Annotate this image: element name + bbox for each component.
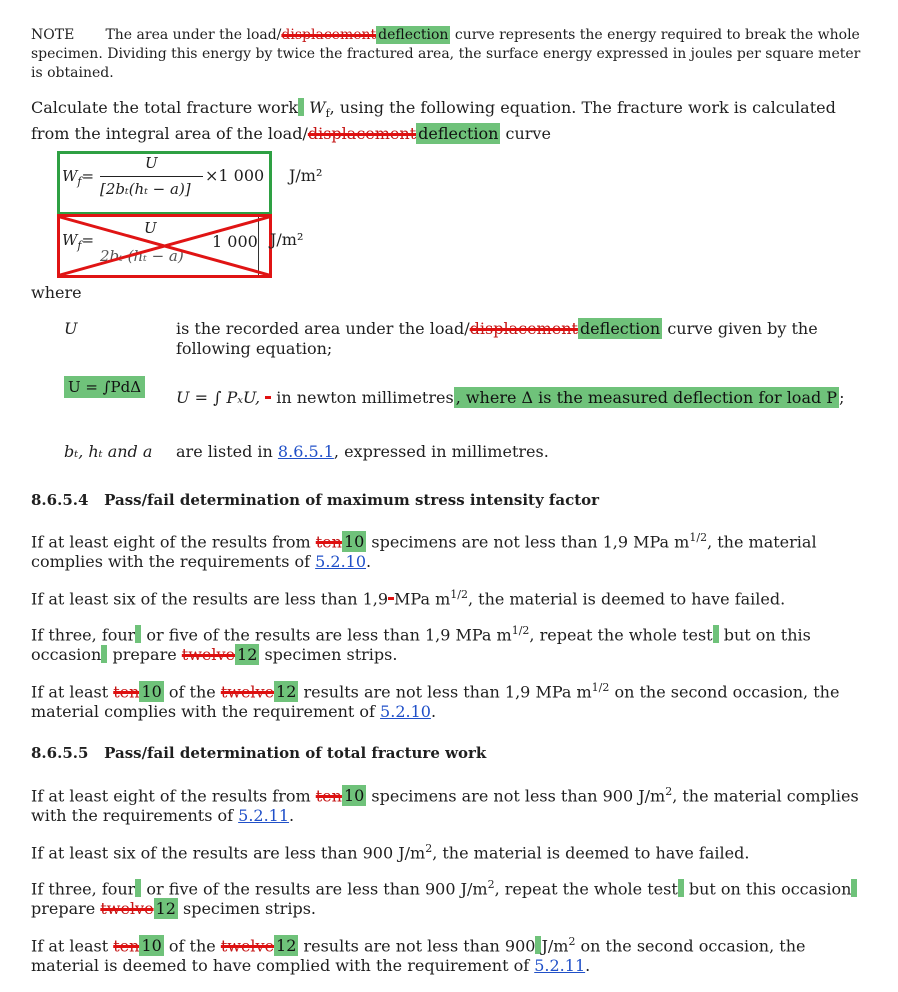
note-paragraph <box>31 26 861 83</box>
deleted-text: ten <box>315 532 342 552</box>
s2-paragraph-1: If at least eight of the results from ten 10 specimens are not less than 900 $J/m^2$, the material complies with the requirements of 5.2.11. <box>31 785 859 826</box>
s2-paragraph-3: If three, four or five of the results are less than 900 $J/m^2$, repeat the whole test but on this occasion prepare twelve 12 specimen strips. <box>31 875 861 919</box>
section-8-6-5-5-heading: 8.6.5.5 Pass/fail determination of total fracture work <box>31 744 487 762</box>
def-symbol-dims: bₜ, hₜ and a <box>64 442 153 461</box>
old-formula-denominator: 2bₜ (hₜ − a) <box>100 247 184 265</box>
deleted-text: twelve <box>181 645 236 665</box>
old-formula-numerator: U <box>144 219 157 237</box>
inserted-text: deflection <box>418 124 499 144</box>
def-symbol-integral: U = ∫PdΔ <box>64 376 145 398</box>
calc-paragraph <box>31 98 861 144</box>
formula-lhs: $W_f=$ <box>62 167 95 188</box>
fraction-bar <box>100 176 203 177</box>
def-u: is the recorded area under the load/displacement deflection curve given by the following equation; <box>176 319 818 358</box>
note-text-cont: curve represents the energy required to break the whole specimen. Dividing this energy by twice the fractured area, the surface energy expressed in joules per square meter is obtained. <box>31 27 861 81</box>
deleted-text: displacement <box>469 319 578 338</box>
formula-denominator: [2bₜ(hₜ − a)] <box>100 180 191 198</box>
inserted-text: 12 <box>155 899 176 919</box>
inserted-text: 10 <box>141 682 162 702</box>
integral-equation: U = ∫ PₓU, <box>176 388 261 407</box>
link-5-2-10[interactable]: 5.2.10 <box>315 552 367 572</box>
where-label: where <box>31 283 82 302</box>
inserted-text: deflection <box>378 27 449 43</box>
def-symbol-u: U <box>64 319 78 338</box>
s1-paragraph-4: If at least ten 10 of the twelve 12 results are not less than 1,9 MPa $m^{1/2}$ on the second occasion, the material complies with the requirement of 5.2.10. <box>31 681 840 722</box>
note-text: The area under the load/ <box>105 27 282 43</box>
inserted-text: 10 <box>343 786 365 806</box>
formula-unit: J/m² <box>289 166 323 185</box>
note-label: NOTE <box>31 27 75 43</box>
symbol-sub: f <box>325 107 330 121</box>
calc-text-cont: , using the following equation. The fracture work is calculated from the integral area of the load/ <box>31 98 836 144</box>
deleted-text: displacement <box>281 27 377 43</box>
formula-numerator: U <box>145 154 158 172</box>
inserted-text: 10 <box>141 936 162 956</box>
inserted-text: 12 <box>237 645 258 665</box>
s1-paragraph-2: If at least six of the results are less than 1,9 MPa $m^{1/2}$, the material is deemed to have failed. <box>31 588 786 609</box>
old-formula-box <box>57 214 272 278</box>
deleted-text: displacement <box>307 124 417 144</box>
deleted-text: twelve <box>100 899 154 919</box>
old-formula-lhs: $W_f=$ <box>62 231 95 252</box>
deleted-text: ten <box>315 786 342 806</box>
section-8-6-5-4-heading: 8.6.5.4 Pass/fail determination of maximum stress intensity factor <box>31 491 600 509</box>
strike-cross <box>60 217 269 275</box>
old-formula-unit: J/m² <box>270 230 304 249</box>
calc-text: Calculate the total fracture work <box>31 98 299 117</box>
inserted-text: , where Δ is the measured deflection for load P <box>455 388 838 407</box>
insert-marker <box>298 98 304 116</box>
deleted-text: twelve <box>220 682 275 702</box>
formula-factor: ×1 000 <box>205 166 265 185</box>
new-formula-box <box>57 151 272 215</box>
link-5-2-11[interactable]: 5.2.11 <box>534 956 586 976</box>
old-formula-factor: 1 000 <box>212 232 258 251</box>
symbol-w: W <box>309 98 326 117</box>
link-5-2-10[interactable]: 5.2.10 <box>380 702 431 722</box>
insert-marker <box>851 879 857 897</box>
deleted-text: ten <box>113 936 140 956</box>
s1-paragraph-3: If three, four or five of the results are less than 1,9 MPa $m^{1/2}$, repeat the whole test but on this occasion prepare twelve 12 specimen strips. <box>31 624 811 665</box>
inserted-text: deflection <box>579 319 661 338</box>
calc-text-end: curve <box>500 124 551 144</box>
inserted-text: 12 <box>276 936 297 956</box>
s2-paragraph-2: If at least six of the results are less than 900 $J/m^2$, the material is deemed to have failed. <box>31 842 750 863</box>
deleted-text: twelve <box>220 936 275 956</box>
link-5-2-11[interactable]: 5.2.11 <box>238 806 290 826</box>
def-integral: U = ∫ PₓU, in newton millimetres , where Δ is the measured deflection for load P ; <box>176 388 845 407</box>
s1-paragraph-1: If at least eight of the results from ten 10 specimens are not less than 1,9 MPa $m^{1/2}$, the material complies with the requirements of 5.2.10. <box>31 531 817 572</box>
deleted-text: ten <box>113 682 140 702</box>
inserted-text: 10 <box>343 532 365 552</box>
inserted-text: 12 <box>276 682 297 702</box>
link-8-6-5-1[interactable]: 8.6.5.1 <box>277 442 334 461</box>
def-dims: are listed in 8.6.5.1, expressed in millimetres. <box>176 442 549 461</box>
s2-paragraph-4: If at least ten 10 of the twelve 12 results are not less than 900 $J/m^2$ on the second occasion, the material is deemed to have complied with the requirement of 5.2.11. <box>31 935 806 976</box>
